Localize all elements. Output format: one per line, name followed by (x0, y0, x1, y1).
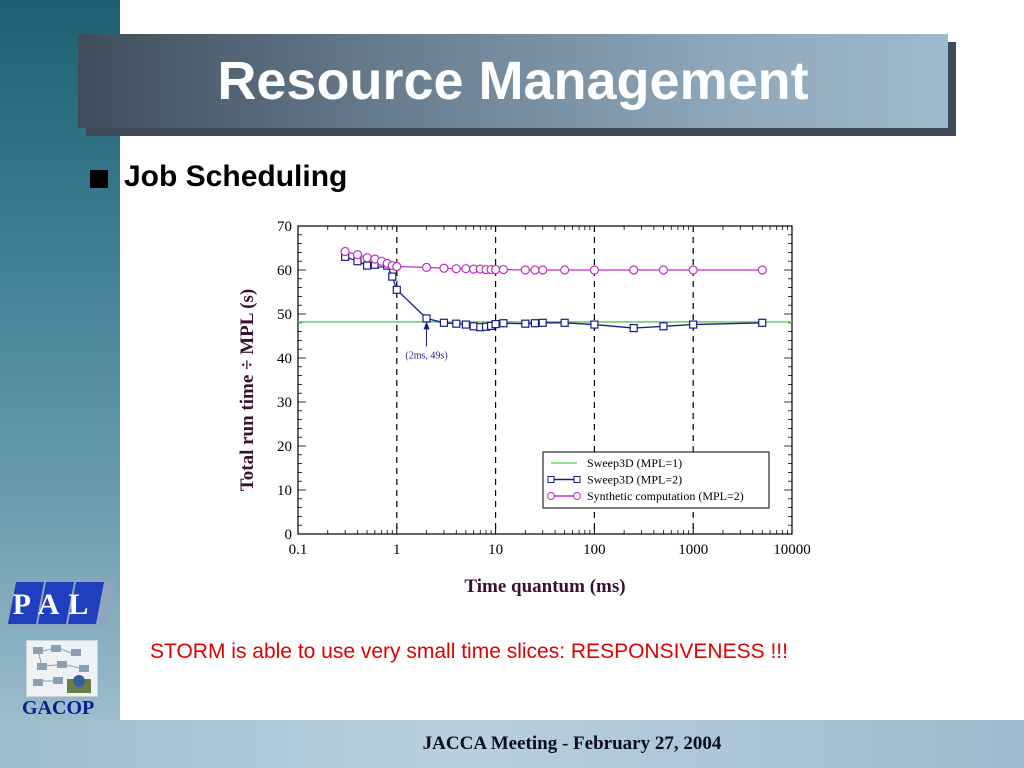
series-line-synthetic-mpl2 (345, 252, 762, 270)
chart-legend (543, 452, 769, 508)
bullet-heading: Job Scheduling (124, 160, 348, 193)
legend-marker-synthetic-mpl2 (548, 493, 555, 500)
gacop-logo-text: GACOP (22, 697, 95, 719)
run-time-chart (225, 210, 825, 610)
series-line-sweep3d-mpl2 (345, 257, 762, 328)
point-sweep3d-mpl2 (561, 319, 568, 326)
responsiveness-note: STORM is able to use very small time slices: RESPONSIVENESS !!! (150, 640, 788, 663)
chart-series (298, 248, 792, 362)
point-sweep3d-mpl2 (690, 321, 697, 328)
point-synthetic-mpl2 (492, 266, 500, 274)
point-synthetic-mpl2 (539, 266, 547, 274)
point-synthetic-mpl2 (521, 266, 529, 274)
x-axis-label: Time quantum (ms) (464, 576, 626, 597)
x-tick-label: 1000 (678, 542, 709, 558)
point-sweep3d-mpl2 (423, 315, 430, 322)
point-sweep3d-mpl2 (522, 320, 529, 327)
point-sweep3d-mpl2 (389, 273, 396, 280)
point-sweep3d-mpl2 (440, 319, 447, 326)
point-sweep3d-mpl2 (531, 320, 538, 327)
point-synthetic-mpl2 (689, 266, 697, 274)
legend-marker-synthetic-mpl2 (574, 493, 581, 500)
point-sweep3d-mpl2 (492, 321, 499, 328)
point-synthetic-mpl2 (630, 266, 638, 274)
point-sweep3d-mpl2 (453, 320, 460, 327)
point-sweep3d-mpl2 (591, 321, 598, 328)
footer (0, 720, 1024, 768)
legend-marker-sweep3d-mpl2 (574, 477, 580, 483)
point-sweep3d-mpl2 (759, 319, 766, 326)
x-tick-label: 10000 (773, 542, 811, 558)
x-tick-label: 0.1 (288, 542, 308, 558)
point-synthetic-mpl2 (393, 262, 401, 270)
y-tick-label: 20 (277, 439, 292, 455)
x-tick-label: 1 (393, 542, 401, 558)
y-tick-label: 40 (277, 351, 292, 367)
x-tick-label: 100 (583, 542, 606, 558)
point-sweep3d-mpl2 (500, 320, 507, 327)
legend-label-synthetic-mpl2: Synthetic computation (MPL=2) (587, 489, 744, 503)
y-tick-label: 60 (277, 263, 292, 279)
x-tick-label: 10 (488, 542, 504, 558)
point-synthetic-mpl2 (341, 248, 349, 256)
annotation-label: (2ms, 49s) (405, 350, 448, 362)
y-tick-label: 0 (284, 527, 292, 543)
point-sweep3d-mpl2 (470, 323, 477, 330)
legend-label-sweep3d-mpl1: Sweep3D (MPL=1) (587, 456, 683, 470)
title-banner (78, 34, 948, 128)
y-axis-label: Total run time ÷ MPL (s) (237, 288, 258, 492)
legend-label-sweep3d-mpl2: Sweep3D (MPL=2) (587, 472, 683, 487)
point-sweep3d-mpl2 (539, 319, 546, 326)
point-sweep3d-mpl2 (462, 321, 469, 328)
bullet-square-icon (90, 170, 108, 188)
pal-logo-text: PAL (12, 588, 98, 621)
gacop-network-image (26, 640, 98, 697)
point-synthetic-mpl2 (590, 266, 598, 274)
point-sweep3d-mpl2 (364, 262, 371, 269)
point-synthetic-mpl2 (423, 263, 431, 271)
point-synthetic-mpl2 (499, 266, 507, 274)
y-tick-label: 30 (277, 395, 292, 411)
footer-text: JACCA Meeting - February 27, 2004 (422, 733, 722, 754)
point-sweep3d-mpl2 (630, 325, 637, 332)
y-tick-label: 70 (277, 219, 292, 235)
y-tick-label: 50 (277, 307, 292, 323)
point-synthetic-mpl2 (363, 254, 371, 262)
point-synthetic-mpl2 (353, 251, 361, 259)
point-synthetic-mpl2 (758, 266, 766, 274)
y-tick-label: 10 (277, 483, 292, 499)
point-synthetic-mpl2 (659, 266, 667, 274)
legend-marker-sweep3d-mpl2 (548, 477, 554, 483)
pal-logo (6, 578, 116, 628)
point-synthetic-mpl2 (561, 266, 569, 274)
point-synthetic-mpl2 (452, 265, 460, 273)
point-sweep3d-mpl2 (393, 286, 400, 293)
point-sweep3d-mpl2 (660, 323, 667, 330)
slide-title: Resource Management (217, 51, 809, 111)
point-synthetic-mpl2 (462, 265, 470, 273)
point-synthetic-mpl2 (531, 266, 539, 274)
point-synthetic-mpl2 (440, 264, 448, 272)
